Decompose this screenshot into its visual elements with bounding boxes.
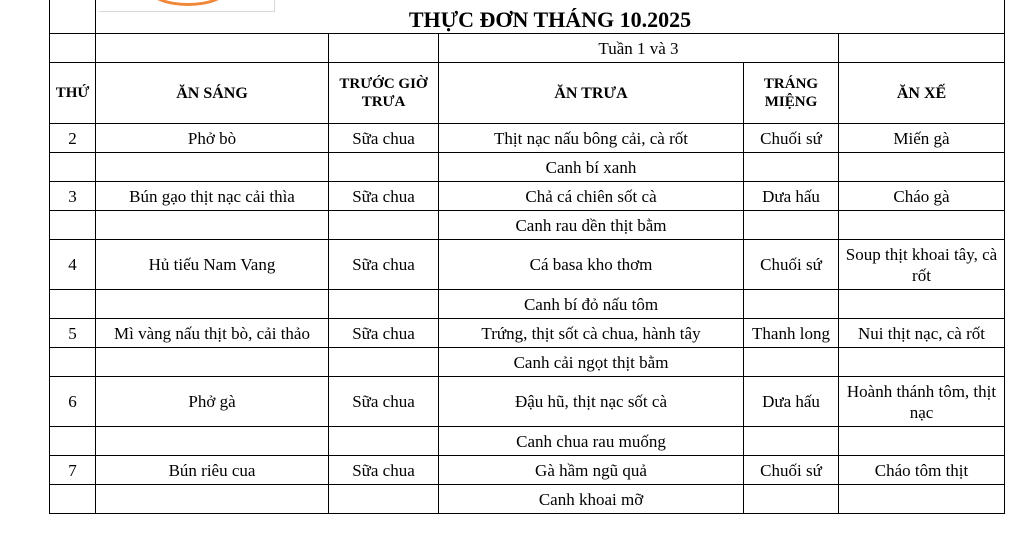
cell-soup: Canh bí đỏ nấu tôm xyxy=(439,290,744,319)
cell-dessert: Chuối sứ xyxy=(744,240,839,290)
menu-row xyxy=(50,124,1005,153)
header-day: THỨ xyxy=(50,63,96,124)
cell-before-lunch: Sữa chua xyxy=(329,377,439,427)
cell-before-lunch: Sữa chua xyxy=(329,319,439,348)
cell-day: 4 xyxy=(50,240,96,290)
menu-title: THỰC ĐƠN THÁNG 10.2025 xyxy=(96,0,1005,34)
blank-cell xyxy=(96,427,329,456)
blank-cell xyxy=(839,290,1005,319)
cell-snack: Hoành thánh tôm, thịt nạc xyxy=(839,377,1005,427)
cell-breakfast: Bún riêu cua xyxy=(96,456,329,485)
blank-cell xyxy=(96,153,329,182)
cell-snack: Soup thịt khoai tây, cà rốt xyxy=(839,240,1005,290)
cell-breakfast: Bún gạo thịt nạc cải thìa xyxy=(96,182,329,211)
header-before-lunch: TRƯỚC GIỜ TRƯA xyxy=(329,63,439,124)
blank-cell xyxy=(839,485,1005,514)
blank-cell xyxy=(96,290,329,319)
blank-cell xyxy=(744,211,839,240)
blank-cell xyxy=(839,211,1005,240)
cell-snack: Miến gà xyxy=(839,124,1005,153)
cell-day: 2 xyxy=(50,124,96,153)
cell-day: 7 xyxy=(50,456,96,485)
cell-before-lunch: Sữa chua xyxy=(329,124,439,153)
blank-cell xyxy=(96,348,329,377)
cell-dessert: Thanh long xyxy=(744,319,839,348)
cell-soup: Canh chua rau muống xyxy=(439,427,744,456)
cell-dessert: Chuối sứ xyxy=(744,456,839,485)
blank-cell xyxy=(839,34,1005,63)
header-breakfast: ĂN SÁNG xyxy=(96,63,329,124)
blank-cell xyxy=(329,211,439,240)
soup-row xyxy=(50,211,1005,240)
blank-cell xyxy=(329,153,439,182)
cell-lunch: Chả cá chiên sốt cà xyxy=(439,182,744,211)
cell-dessert: Chuối sứ xyxy=(744,124,839,153)
blank-cell xyxy=(96,211,329,240)
blank-cell xyxy=(50,348,96,377)
soup-row xyxy=(50,348,1005,377)
blank-cell xyxy=(50,427,96,456)
header-dessert: TRÁNG MIỆNG xyxy=(744,63,839,124)
cell-soup: Canh bí xanh xyxy=(439,153,744,182)
cell-lunch: Thịt nạc nấu bông cải, cà rốt xyxy=(439,124,744,153)
blank-cell xyxy=(329,485,439,514)
cell-breakfast: Phở gà xyxy=(96,377,329,427)
blank-cell xyxy=(744,153,839,182)
cell-lunch: Đậu hũ, thịt nạc sốt cà xyxy=(439,377,744,427)
cell-dessert: Dưa hấu xyxy=(744,182,839,211)
blank-cell xyxy=(96,34,329,63)
header-lunch: ĂN TRƯA xyxy=(439,63,744,124)
cell-breakfast: Hủ tiếu Nam Vang xyxy=(96,240,329,290)
cell-lunch: Trứng, thịt sốt cà chua, hành tây xyxy=(439,319,744,348)
menu-row xyxy=(50,377,1005,427)
blank-cell xyxy=(50,485,96,514)
menu-row xyxy=(50,456,1005,485)
cell-lunch: Cá basa kho thơm xyxy=(439,240,744,290)
blank-cell xyxy=(96,485,329,514)
cell-snack: Cháo tôm thịt xyxy=(839,456,1005,485)
cell-dessert: Dưa hấu xyxy=(744,377,839,427)
cell-day: 6 xyxy=(50,377,96,427)
blank-cell xyxy=(744,348,839,377)
header-snack: ĂN XẾ xyxy=(839,63,1005,124)
cell-before-lunch: Sữa chua xyxy=(329,240,439,290)
blank-cell xyxy=(744,427,839,456)
blank-cell xyxy=(50,153,96,182)
blank-cell xyxy=(839,348,1005,377)
blank-cell xyxy=(50,290,96,319)
blank-cell xyxy=(329,290,439,319)
menu-table xyxy=(49,0,1005,514)
cell-day: 3 xyxy=(50,182,96,211)
blank-cell xyxy=(50,34,96,63)
blank-cell xyxy=(744,290,839,319)
cell-lunch: Gà hầm ngũ quả xyxy=(439,456,744,485)
blank-cell xyxy=(839,153,1005,182)
blank-cell xyxy=(329,427,439,456)
cell-before-lunch: Sữa chua xyxy=(329,456,439,485)
blank-cell xyxy=(839,427,1005,456)
menu-row xyxy=(50,240,1005,290)
week-label: Tuần 1 và 3 xyxy=(439,34,839,63)
blank-cell xyxy=(329,34,439,63)
blank-cell xyxy=(50,211,96,240)
menu-row xyxy=(50,182,1005,211)
cell-before-lunch: Sữa chua xyxy=(329,182,439,211)
soup-row xyxy=(50,290,1005,319)
cell-soup: Canh khoai mỡ xyxy=(439,485,744,514)
cell-breakfast: Mì vàng nấu thịt bò, cải thảo xyxy=(96,319,329,348)
cell-day: 5 xyxy=(50,319,96,348)
menu-row xyxy=(50,319,1005,348)
cell-soup: Canh rau dền thịt bằm xyxy=(439,211,744,240)
blank-corner xyxy=(50,0,96,34)
blank-cell xyxy=(744,485,839,514)
cell-breakfast: Phở bò xyxy=(96,124,329,153)
cell-soup: Canh cải ngọt thịt bằm xyxy=(439,348,744,377)
cell-snack: Cháo gà xyxy=(839,182,1005,211)
soup-row xyxy=(50,485,1005,514)
blank-cell xyxy=(329,348,439,377)
cell-snack: Nui thịt nạc, cà rốt xyxy=(839,319,1005,348)
soup-row xyxy=(50,427,1005,456)
soup-row xyxy=(50,153,1005,182)
